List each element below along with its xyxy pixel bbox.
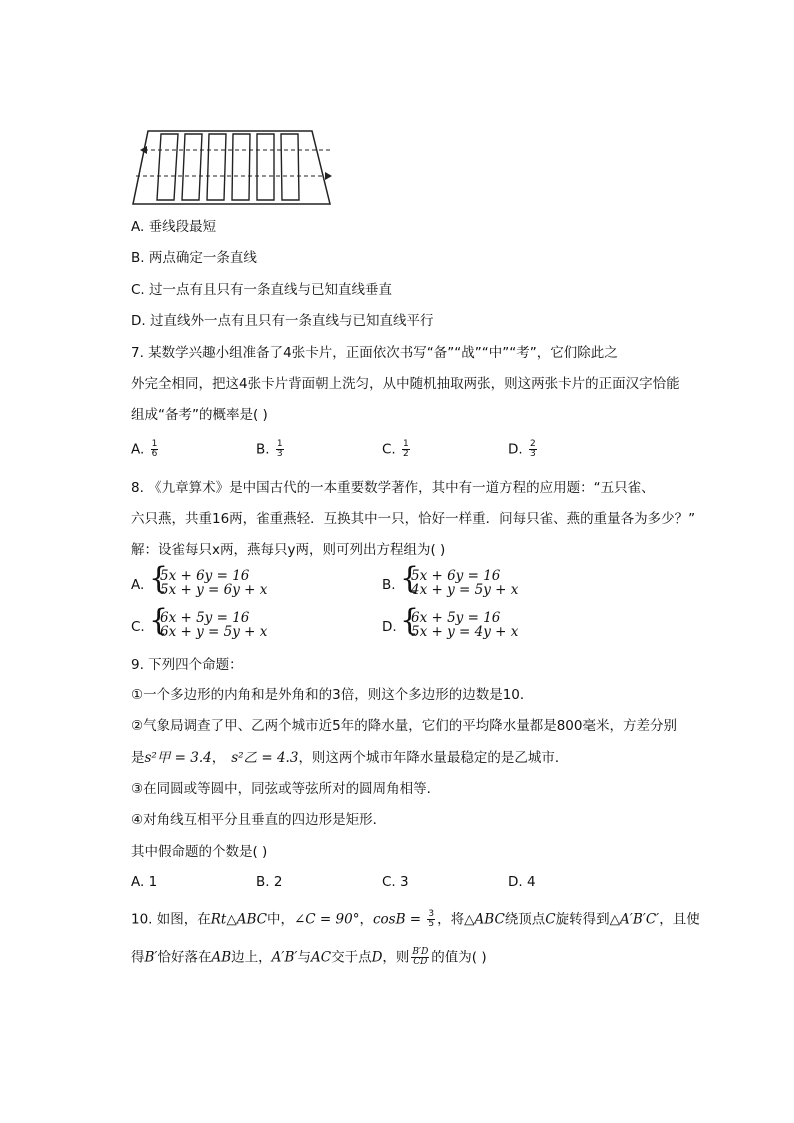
- equation-1: 5x + 6y = 16: [160, 568, 250, 584]
- math: A′B′C′: [620, 911, 660, 928]
- math: cosB =: [372, 911, 426, 928]
- text: 与: [297, 949, 311, 966]
- numerator: B′D: [412, 947, 429, 957]
- q7-line-1: 7. 某数学兴趣小组准备了4张卡片，正面依次书写“备”“战”“中”“考”，它们除此之: [131, 345, 618, 361]
- math: AB: [211, 949, 232, 966]
- equation-2: 6x + y = 5y + x: [160, 624, 268, 640]
- q9-ask: 其中假命题的个数是( ): [131, 844, 268, 860]
- fraction: [529, 440, 537, 459]
- q7-option-d: [508, 440, 539, 459]
- denominator: CD: [413, 957, 428, 967]
- variance-jia: s²甲 = 3.4: [144, 750, 212, 766]
- q7-option-c: [382, 440, 412, 459]
- q6-option-c: C. 过一点有且只有一条直线与已知直线垂直: [131, 282, 393, 298]
- q10-line-1: 10. 如图，在Rt△ABC中，∠C = 90°，cosB = $\frac{3}{5}$ ，将△ABC绕顶点C旋转得到△A′B′C′，且使: [131, 909, 700, 929]
- fraction: [276, 440, 284, 459]
- denominator: 3: [529, 449, 536, 459]
- q8-option-b: [382, 561, 622, 600]
- q9-option-b: B. 2: [256, 874, 283, 890]
- denominator: 3: [276, 449, 283, 459]
- brace-icon: {: [149, 603, 169, 638]
- denominator: 2: [403, 449, 409, 459]
- option-letter: C.: [382, 441, 396, 458]
- numerator: 2: [529, 439, 536, 449]
- fraction: [411, 948, 429, 967]
- q9-intro: 9. 下列四个命题：: [131, 657, 243, 673]
- q9-statement-2a: ②气象局调查了甲、乙两个城市近5年的降水量，它们的平均降水量都是800毫米，方差分别: [131, 718, 677, 734]
- math: D: [371, 949, 383, 966]
- numerator: 1: [151, 439, 158, 449]
- math: A′B′: [271, 949, 298, 966]
- q8-option-c: [131, 603, 371, 642]
- text: 10. 如图，在: [131, 911, 211, 928]
- fraction: [151, 440, 159, 459]
- q7-option-a: [131, 440, 160, 459]
- math: ∠C = 90°: [294, 911, 360, 928]
- option-letter: C.: [131, 619, 145, 635]
- text: 交于点: [331, 949, 372, 966]
- math: B′: [144, 949, 158, 966]
- q7-option-b: [256, 440, 286, 459]
- q9-option-c: C. 3: [382, 874, 409, 890]
- option-letter: A.: [131, 441, 145, 458]
- option-letter: A.: [131, 577, 145, 593]
- math: C: [545, 911, 556, 928]
- option-letter: D.: [508, 441, 523, 458]
- q6-option-b: B. 两点确定一条直线: [131, 250, 257, 266]
- q6-option-a: A. 垂线段最短: [131, 219, 217, 235]
- option-letter: D.: [382, 619, 397, 635]
- text: ，则这两个城市年降水量最稳定的是乙城市．: [298, 750, 569, 766]
- strips-figure: [130, 128, 340, 208]
- q9-statement-2b: 是s²甲 = 3.4， s²乙 = 4.3，则这两个城市年降水量最稳定的是乙城市．: [131, 750, 569, 766]
- text: 恰好落在: [157, 949, 212, 966]
- math: Rt△ABC: [210, 911, 267, 928]
- q8-line-3: 解：设雀每只x两，燕每只y两，则可列出方程组为( ): [131, 542, 446, 558]
- text: 的值为( ): [431, 949, 487, 966]
- denominator: 6: [151, 449, 158, 459]
- equation-2: 5x + y = 4y + x: [411, 624, 519, 640]
- option-letter: B.: [256, 441, 270, 458]
- equation-1: 5x + 6y = 16: [411, 568, 501, 584]
- q9-statement-4: ④对角线互相平分且垂直的四边形是矩形．: [131, 812, 387, 828]
- text: 得: [131, 949, 145, 966]
- q7-line-2: 外完全相同，把这4张卡片背面朝上洗匀，从中随机抽取两张，则这两张卡片的正面汉字恰能: [131, 376, 680, 392]
- equation-1: 6x + 5y = 16: [411, 610, 501, 626]
- q8-line-1: 8. 《九章算术》是中国古代的一本重要数学著作，其中有一道方程的应用题：“五只雀、: [131, 480, 655, 496]
- text: ，且使: [659, 911, 700, 928]
- q9-option-a: A. 1: [131, 874, 158, 890]
- q8-option-d: [382, 603, 622, 642]
- text: 绕顶点: [504, 911, 546, 928]
- numerator: 1: [276, 439, 283, 449]
- q9-statement-3: ③在同圆或等圆中，同弦或等弦所对的圆周角相等．: [131, 781, 441, 797]
- arrow-right-icon: [325, 172, 332, 180]
- option-letter: B.: [382, 577, 396, 593]
- fraction: [427, 910, 435, 929]
- q7-line-3: 组成“备考”的概率是( ): [131, 407, 268, 423]
- variance-yi: s²乙 = 4.3: [231, 750, 299, 766]
- text: 中，: [267, 911, 294, 928]
- text: ，则: [382, 949, 410, 966]
- fraction: [402, 440, 410, 459]
- equation-2: 4x + y = 5y + x: [411, 582, 519, 598]
- text: 边上，: [231, 949, 272, 966]
- text: 旋转得到△: [555, 911, 621, 928]
- q8-option-a: [131, 561, 371, 600]
- numerator: 1: [403, 439, 409, 449]
- text: ，将△: [437, 911, 475, 928]
- math: AC: [310, 949, 332, 966]
- numerator: 3: [428, 909, 435, 919]
- brace-icon: {: [400, 603, 420, 638]
- q6-option-d: D. 过直线外一点有且只有一条直线与已知直线平行: [131, 313, 434, 329]
- text: 是: [131, 750, 145, 766]
- denominator: 5: [428, 919, 435, 929]
- q9-option-d: D. 4: [508, 874, 536, 890]
- equation-1: 6x + 5y = 16: [160, 610, 250, 626]
- q9-statement-1: ①一个多边形的内角和是外角和的3倍，则这个多边形的边数是10．: [131, 687, 534, 703]
- brace-icon: {: [400, 561, 420, 596]
- math: ABC: [474, 911, 505, 928]
- brace-icon: {: [149, 561, 169, 596]
- q8-line-2: 六只燕，共重16两，雀重燕轻．互换其中一只，恰好一样重．问每只雀、燕的重量各为多少？”: [131, 511, 696, 527]
- q10-line-2: [131, 948, 487, 967]
- equation-2: 5x + y = 6y + x: [160, 582, 268, 598]
